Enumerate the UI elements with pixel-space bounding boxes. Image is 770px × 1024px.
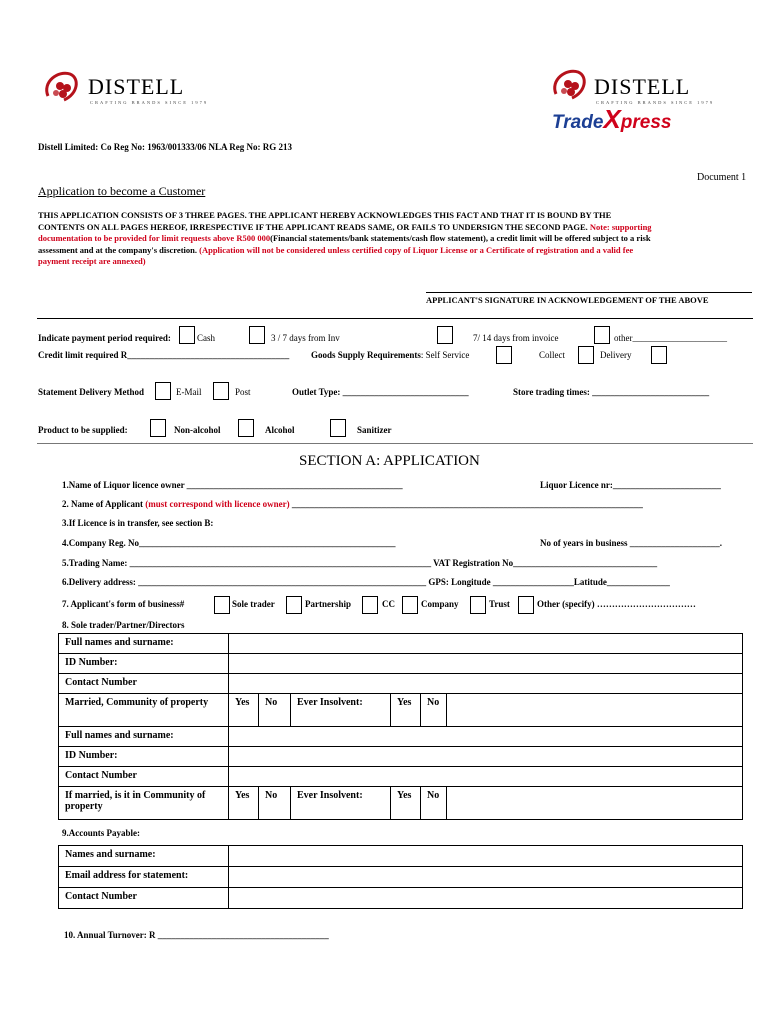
- distell-logo-left: [40, 66, 210, 110]
- statement-delivery-label: Statement Delivery Method: [38, 387, 144, 397]
- contact-number-label: Contact Number: [59, 767, 229, 787]
- intro-paragraph: THIS APPLICATION CONSISTS OF 3 THREE PAGES. THE APPLICANT HEREBY ACKNOWLEDGES THIS FACT AND THAT IT IS BOUND BY THE CONTENTS ON ALL PAGES HEREOF, IRRESPECTIVE IF THE APPLICANT READS SAME, OR FAILS TO UNDERSIGN THE SECOND PAGE. Note: supporting documentation to be provided for limit requests above R500 000(Financial statements/bank statements/cash flow statement), a credit limit will be offered subject to a risk assessment and at the company's discretion. (Application will not be considered unless certified copy of Liquor License or a Certificate of registration and a valid fee payment receipt are annexed): [38, 210, 652, 266]
- post-label: Post: [235, 387, 251, 397]
- q3-licence-transfer: 3.If Licence is in transfer, see section B:: [62, 518, 214, 528]
- ap-contact-input[interactable]: [229, 888, 743, 909]
- married-community-label: Married, Community of property: [59, 694, 229, 727]
- q4-company-reg-field[interactable]: 4.Company Reg. No_________________________________________________________: [62, 538, 396, 548]
- table-row: [59, 846, 743, 867]
- married-no[interactable]: No: [259, 694, 291, 727]
- accounts-payable-table: [58, 845, 743, 909]
- email-label: E-Mail: [176, 387, 202, 397]
- table-row: [59, 747, 743, 767]
- ap-names-label: Names and surname:: [59, 846, 229, 867]
- ap-email-input[interactable]: [229, 867, 743, 888]
- signature-label: APPLICANT'S SIGNATURE IN ACKNOWLEDGEMENT OF THE ABOVE: [426, 295, 709, 305]
- other-period-checkbox[interactable]: [594, 326, 610, 344]
- goods-supply-label: Goods Supply Requirements: Self Service: [311, 350, 470, 360]
- company-label: Company: [421, 599, 459, 609]
- other-period-field[interactable]: other_____________________: [614, 333, 727, 343]
- collect-checkbox[interactable]: [578, 346, 594, 364]
- divider: [37, 318, 753, 319]
- distell-emblem-icon: [548, 64, 592, 108]
- outlet-type-field[interactable]: Outlet Type: ____________________________: [292, 387, 469, 397]
- days-714-checkbox[interactable]: [437, 326, 453, 344]
- married-yes[interactable]: Yes: [229, 694, 259, 727]
- partnership-checkbox[interactable]: [286, 596, 302, 614]
- married-no[interactable]: No: [259, 787, 291, 820]
- table-row: [59, 787, 743, 820]
- full-names-label: Full names and surname:: [59, 634, 229, 654]
- directors-table: [58, 633, 743, 820]
- sole-trader-label: Sole trader: [232, 599, 275, 609]
- id-number-label: ID Number:: [59, 654, 229, 674]
- q5-trading-name-field[interactable]: 5.Trading Name: ___________________________________________________________________ VAT Registration No________________________________: [62, 558, 658, 568]
- cash-label: Cash: [197, 333, 215, 343]
- alcohol-checkbox[interactable]: [330, 419, 346, 437]
- table-row: [59, 767, 743, 787]
- ap-contact-label: Contact Number: [59, 888, 229, 909]
- product-checkbox-1[interactable]: [150, 419, 166, 437]
- contact-number-input[interactable]: [229, 674, 743, 694]
- q8-directors-label: 8. Sole trader/Partner/Directors: [62, 620, 185, 630]
- store-trading-times-field[interactable]: Store trading times: __________________________: [513, 387, 710, 397]
- q2-applicant-name[interactable]: 2. Name of Applicant (must correspond with licence owner) ______________________________________________________________________________: [62, 499, 643, 509]
- married-yes[interactable]: Yes: [229, 787, 259, 820]
- delivery-label: Delivery: [600, 350, 632, 360]
- table-row: [59, 634, 743, 654]
- q9-accounts-payable-label: 9.Accounts Payable:: [62, 828, 140, 838]
- email-checkbox[interactable]: [213, 382, 229, 400]
- non-alcohol-checkbox[interactable]: [238, 419, 254, 437]
- trust-label: Trust: [489, 599, 510, 609]
- application-title: Application to become a Customer: [38, 184, 206, 198]
- cc-label: CC: [382, 599, 395, 609]
- full-names-input[interactable]: [229, 634, 743, 654]
- company-checkbox[interactable]: [402, 596, 418, 614]
- other-specify-field[interactable]: Other (specify) ……………………………: [537, 599, 696, 609]
- ap-names-input[interactable]: [229, 846, 743, 867]
- distell-tagline: CRAFTING BRANDS SINCE 1979: [90, 100, 209, 105]
- partnership-label: Partnership: [305, 599, 351, 609]
- table-row: [59, 654, 743, 674]
- table-row: [59, 694, 743, 727]
- other-specify-checkbox[interactable]: [518, 596, 534, 614]
- sanitizer-label: Sanitizer: [357, 425, 392, 435]
- insolvent-yes[interactable]: Yes: [391, 694, 421, 727]
- insolvent-notes[interactable]: [447, 787, 743, 820]
- distell-wordmark: DISTELL: [594, 74, 691, 99]
- ever-insolvent-label: Ever Insolvent:: [291, 694, 391, 727]
- tradexpress-logo: TradeXpress: [552, 104, 672, 134]
- registration-line: Distell Limited: Co Reg No: 1963/001333/06 NLA Reg No: RG 213: [38, 142, 292, 152]
- signature-line[interactable]: [426, 292, 752, 293]
- insolvent-no[interactable]: No: [421, 787, 447, 820]
- insolvent-no[interactable]: No: [421, 694, 447, 727]
- document-number: Document 1: [697, 172, 747, 183]
- self-service-checkbox[interactable]: [496, 346, 512, 364]
- days-37-checkbox[interactable]: [249, 326, 265, 344]
- product-supplied-label: Product to be supplied:: [38, 425, 128, 435]
- trust-checkbox[interactable]: [470, 596, 486, 614]
- payment-period-label: Indicate payment period required:: [38, 333, 171, 343]
- table-row: [59, 867, 743, 888]
- married-community-label: If married, is it in Community of property: [59, 787, 229, 820]
- contact-number-label: Contact Number: [59, 674, 229, 694]
- id-number-input[interactable]: [229, 747, 743, 767]
- full-names-input[interactable]: [229, 727, 743, 747]
- statement-method-checkbox[interactable]: [155, 382, 171, 400]
- non-alcohol-label: Non-alcohol: [174, 425, 221, 435]
- ever-insolvent-label: Ever Insolvent:: [291, 787, 391, 820]
- cc-checkbox[interactable]: [362, 596, 378, 614]
- days-37-label: 3 / 7 days from Inv: [271, 333, 340, 343]
- distell-tagline: CRAFTING BRANDS SINCE 1979: [596, 100, 715, 105]
- alcohol-label: Alcohol: [265, 425, 295, 435]
- delivery-checkbox[interactable]: [651, 346, 667, 364]
- table-row: [59, 888, 743, 909]
- insolvent-notes[interactable]: [447, 694, 743, 727]
- full-names-label: Full names and surname:: [59, 727, 229, 747]
- distell-wordmark: DISTELL: [88, 74, 185, 99]
- contact-number-input[interactable]: [229, 767, 743, 787]
- q6-delivery-address-field[interactable]: 6.Delivery address: ________________________________________________________________ GPS: Longitude __________________Latitude______________: [62, 577, 670, 587]
- credit-limit-field[interactable]: Credit limit required R____________________________________: [38, 350, 290, 360]
- insolvent-yes[interactable]: Yes: [391, 787, 421, 820]
- q7-form-of-business-label: 7. Applicant's form of business#: [62, 599, 185, 609]
- id-number-label: ID Number:: [59, 747, 229, 767]
- cash-checkbox[interactable]: [179, 326, 195, 344]
- distell-logo-right: [548, 64, 748, 134]
- table-row: [59, 674, 743, 694]
- divider: [37, 443, 753, 444]
- days-714-label: 7/ 14 days from invoice: [473, 333, 559, 343]
- collect-label: Collect: [539, 350, 565, 360]
- table-row: [59, 727, 743, 747]
- ap-email-label: Email address for statement:: [59, 867, 229, 888]
- liquor-licence-nr-field[interactable]: Liquor Licence nr:________________________: [540, 480, 721, 490]
- years-in-business-field[interactable]: No of years in business ____________________.: [540, 538, 723, 548]
- q10-annual-turnover-field[interactable]: 10. Annual Turnover: R ______________________________________: [64, 930, 329, 940]
- distell-emblem-icon: [40, 66, 84, 110]
- id-number-input[interactable]: [229, 654, 743, 674]
- sole-trader-checkbox[interactable]: [214, 596, 230, 614]
- q1-liquor-owner[interactable]: 1.Name of Liquor licence owner ________________________________________________: [62, 480, 403, 490]
- section-a-title: SECTION A: APPLICATION: [299, 453, 480, 469]
